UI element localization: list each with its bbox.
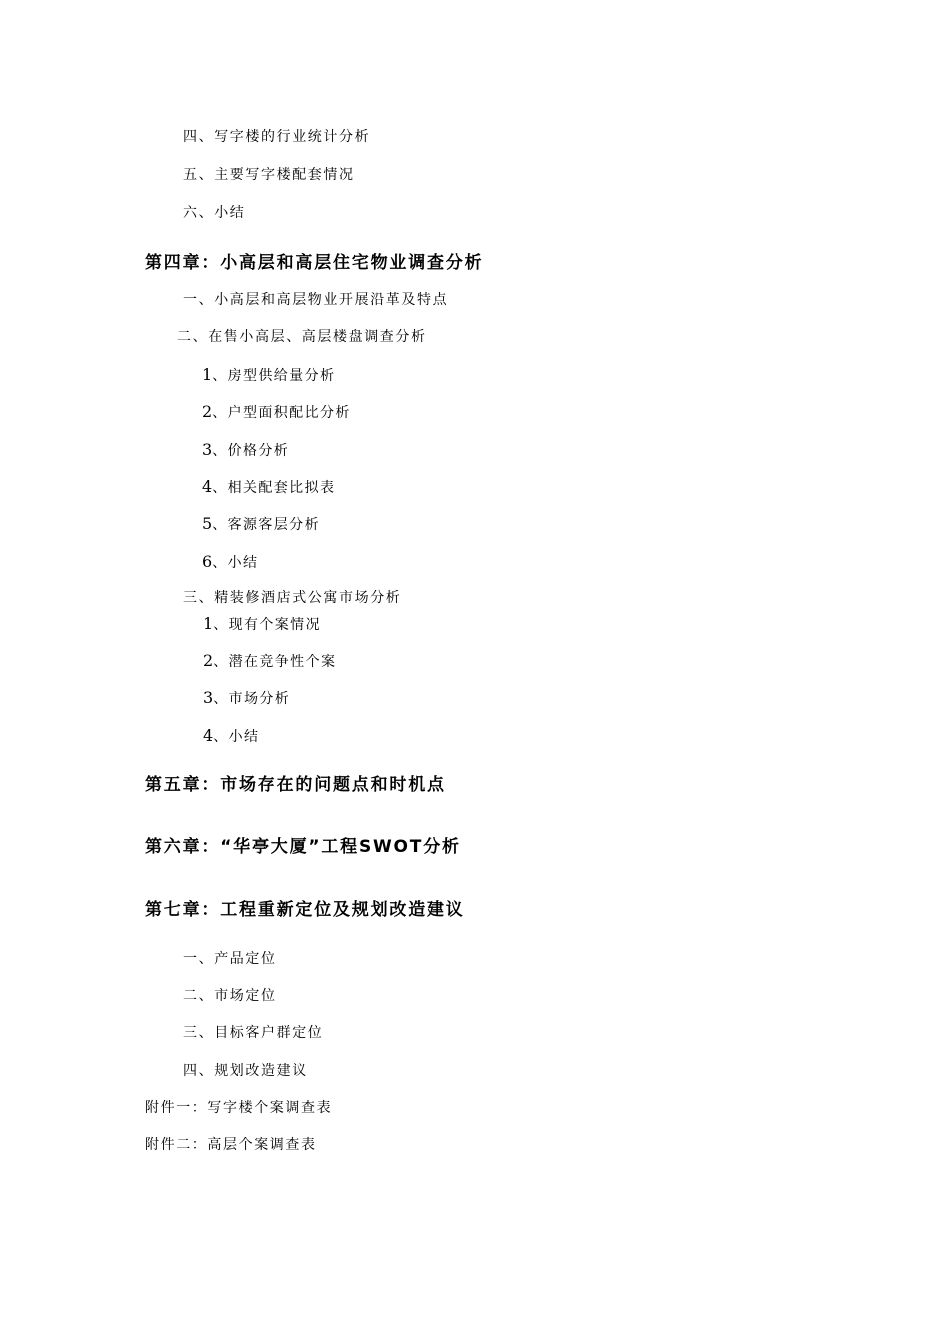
toc-item: 六、小结: [183, 205, 246, 221]
toc-subitem: 4、相关配套比拟表: [202, 477, 336, 496]
toc-subitem: 3、市场分析: [203, 688, 291, 707]
toc-section: 一、小高层和高层物业开展沿革及特点: [183, 292, 449, 308]
toc-item: 三、目标客户群定位: [183, 1025, 324, 1041]
toc-section: 三、精装修酒店式公寓市场分析: [183, 590, 402, 606]
toc-item: 一、产品定位: [183, 951, 277, 967]
appendix-item: 附件二：高层个案调查表: [145, 1137, 317, 1153]
toc-subitem: 2、户型面积配比分析: [202, 402, 351, 421]
toc-item: 四、规划改造建议: [183, 1063, 308, 1079]
toc-subitem: 3、价格分析: [202, 440, 290, 459]
toc-subitem: 5、客源客层分析: [202, 514, 320, 533]
toc-item: 五、主要写字楼配套情况: [183, 167, 355, 183]
toc-item: 四、写字楼的行业统计分析: [183, 129, 371, 145]
chapter-heading: 第四章：小高层和高层住宅物业调查分析: [145, 253, 484, 273]
toc-section: 二、在售小高层、高层楼盘调查分析: [177, 329, 427, 345]
toc-subitem: 4、小结: [203, 726, 260, 745]
toc-subitem: 2、潜在竞争性个案: [203, 651, 337, 670]
toc-subitem: 1、现有个案情况: [203, 614, 321, 633]
toc-subitem: 6、小结: [202, 552, 259, 571]
appendix-item: 附件一：写字楼个案调查表: [145, 1100, 333, 1116]
chapter-heading: 第五章：市场存在的问题点和时机点: [145, 775, 446, 795]
toc-item: 二、市场定位: [183, 988, 277, 1004]
chapter-heading: 第六章：“华亭大厦”工程SWOT分析: [145, 837, 461, 857]
chapter-heading: 第七章：工程重新定位及规划改造建议: [145, 900, 465, 920]
toc-subitem: 1、房型供给量分析: [202, 365, 336, 384]
